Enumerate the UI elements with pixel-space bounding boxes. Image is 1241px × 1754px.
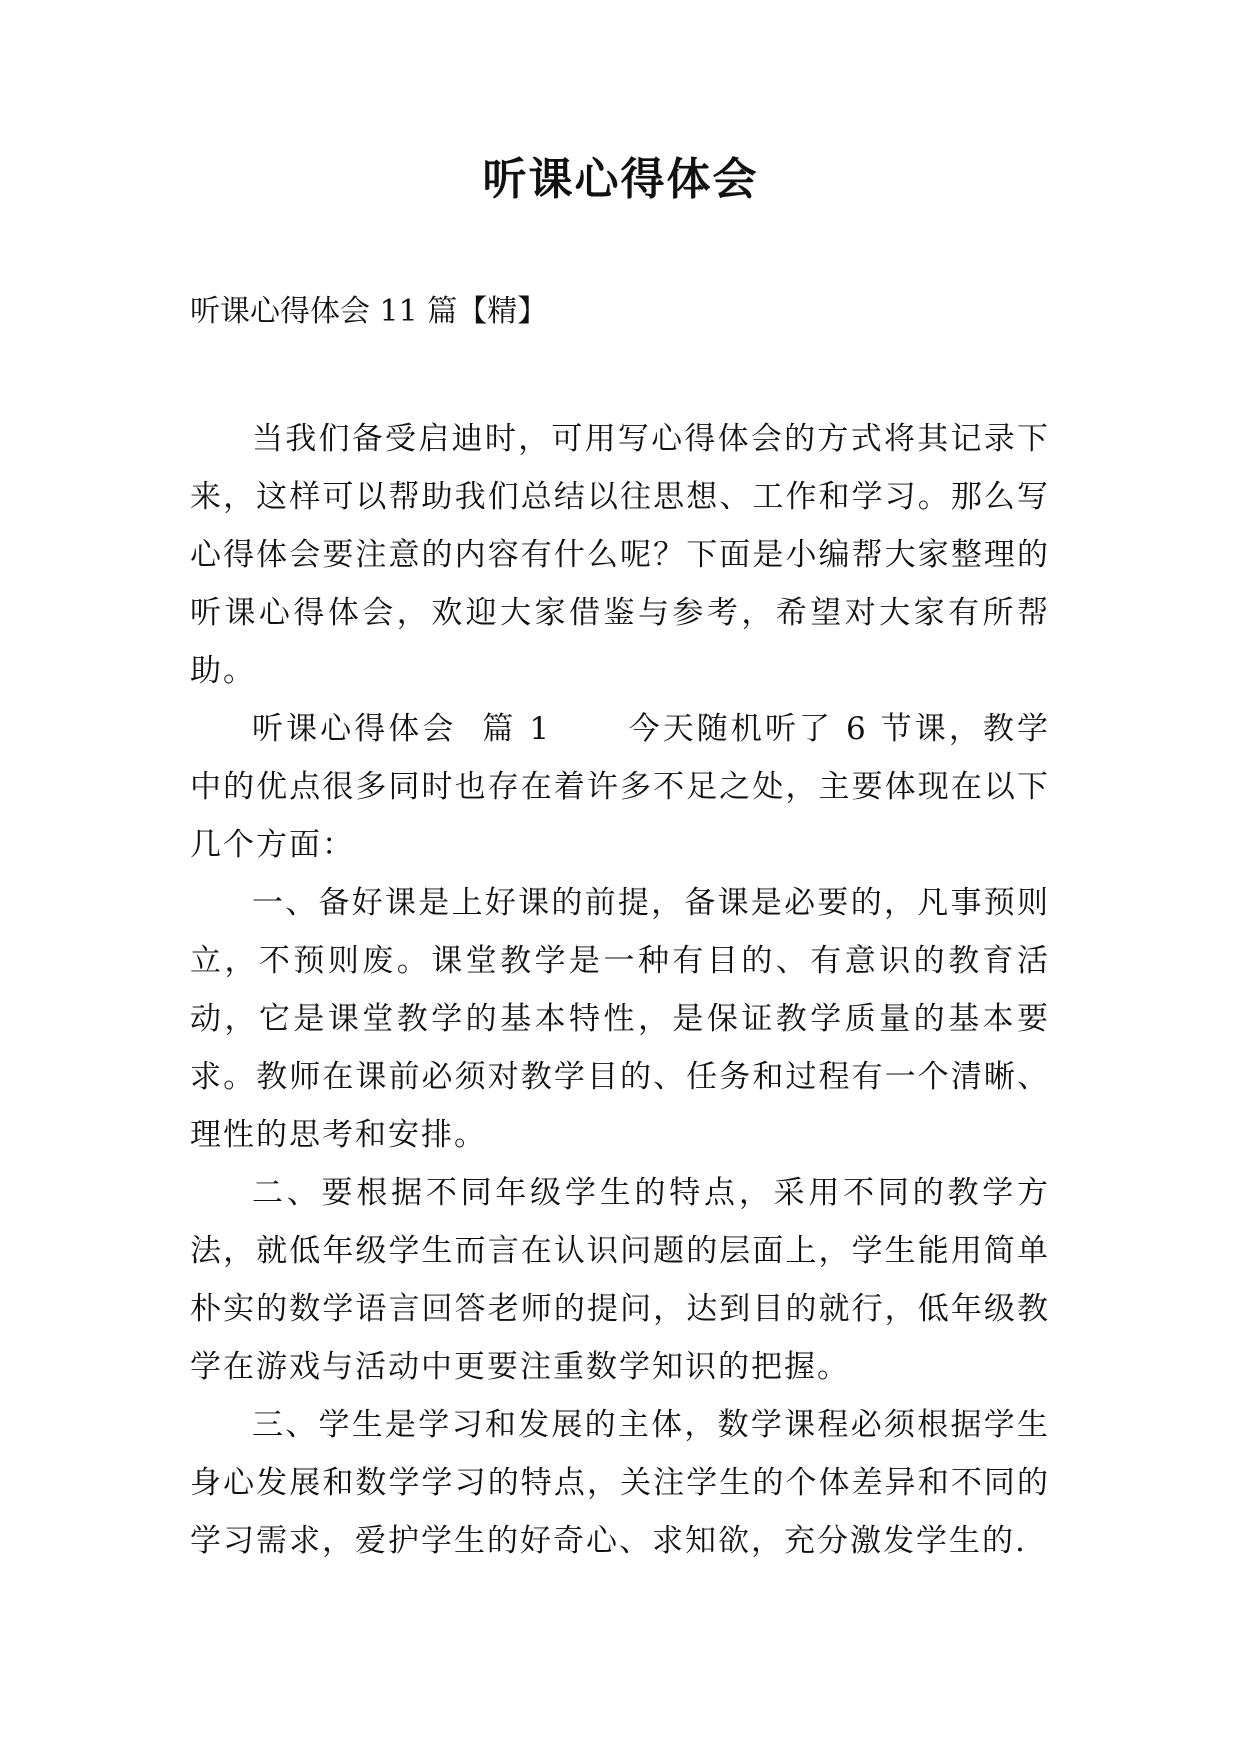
- paragraph-point-3: 三、学生是学习和发展的主体，数学课程必须根据学生身心发展和数学学习的特点，关注学生的个体差异和不同的学习需求，爱护学生的好奇心、求知欲，充分激发学生的.: [190, 1407, 1050, 1559]
- paragraph-point-2: 二、要根据不同年级学生的特点，采用不同的教学方法，就低年级学生而言在认识问题的层面上，学生能用简单朴实的数学语言回答老师的提问，达到目的就行，低年级教学在游戏与活动中更要注重数学知识的把握。: [190, 1175, 1050, 1385]
- paragraph-intro: 当我们备受启迪时，可用写心得体会的方式将其记录下来，这样可以帮助我们总结以往思想、工作和学习。那么写心得体会要注意的内容有什么呢？下面是小编帮大家整理的听课心得体会，欢迎大家借鉴与参考，希望对大家有所帮助。: [190, 421, 1050, 689]
- document-body: [190, 410, 1050, 1570]
- document-subtitle: 听课心得体会 11 篇【精】: [190, 294, 548, 329]
- document-title: 听课心得体会: [482, 154, 759, 205]
- paragraph-point-1: 一、备好课是上好课的前提，备课是必要的，凡事预则立，不预则废。课堂教学是一种有目的、有意识的教育活动，它是课堂教学的基本特性，是保证教学质量的基本要求。教师在课前必须对教学目的、任务和过程有一个清晰、理性的思考和安排。: [190, 885, 1050, 1153]
- paragraph-part-1: 听课心得体会 篇 1 今天随机听了 6 节课，教学中的优点很多同时也存在着许多不足之处，主要体现在以下几个方面：: [190, 711, 1050, 863]
